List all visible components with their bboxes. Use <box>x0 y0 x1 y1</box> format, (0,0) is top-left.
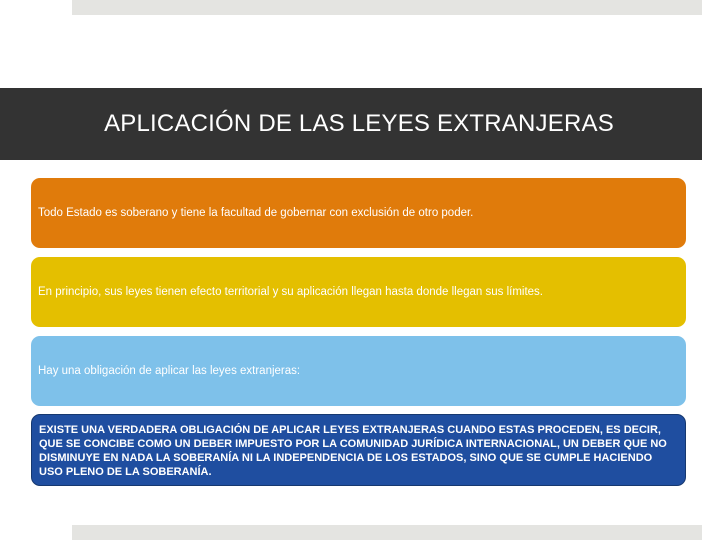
content-box-obligation <box>31 336 686 406</box>
content-box-text: En principio, sus leyes tienen efecto territorial y su aplicación llegan hasta donde llegan sus límites. <box>38 285 544 298</box>
content-box-real-obligation <box>31 414 686 486</box>
slide-title: APLICACIÓN DE LAS LEYES EXTRANJERAS <box>104 110 614 137</box>
content-box-text: EXISTE UNA VERDADERA OBLIGACIÓN DE APLICAR LEYES EXTRANJERAS CUANDO ESTAS PROCEDEN, ES DECIR, QUE SE CONCIBE COMO UN DEBER IMPUESTO POR LA COMUNIDAD JURÍDICA INTERNACIONAL, UN DEBER QUE NO DISMINUYE EN NADA LA SOBERANÍA NI LA INDEPENDENCIA DE LOS ESTADOS, SINO QUE SE CUMPLE HACIENDO USO PLENO DE LA SOBERANÍA. <box>39 424 667 478</box>
content-box-text: Todo Estado es soberano y tiene la facultad de gobernar con exclusión de otro poder. <box>38 206 474 219</box>
top-decor-bar <box>72 0 702 15</box>
content-box-text: Hay una obligación de aplicar las leyes extranjeras: <box>38 364 301 377</box>
content-box-sovereignty <box>31 178 686 248</box>
title-band <box>0 88 702 160</box>
bottom-decor-bar <box>72 525 702 540</box>
content-box-territorial-effect <box>31 257 686 327</box>
